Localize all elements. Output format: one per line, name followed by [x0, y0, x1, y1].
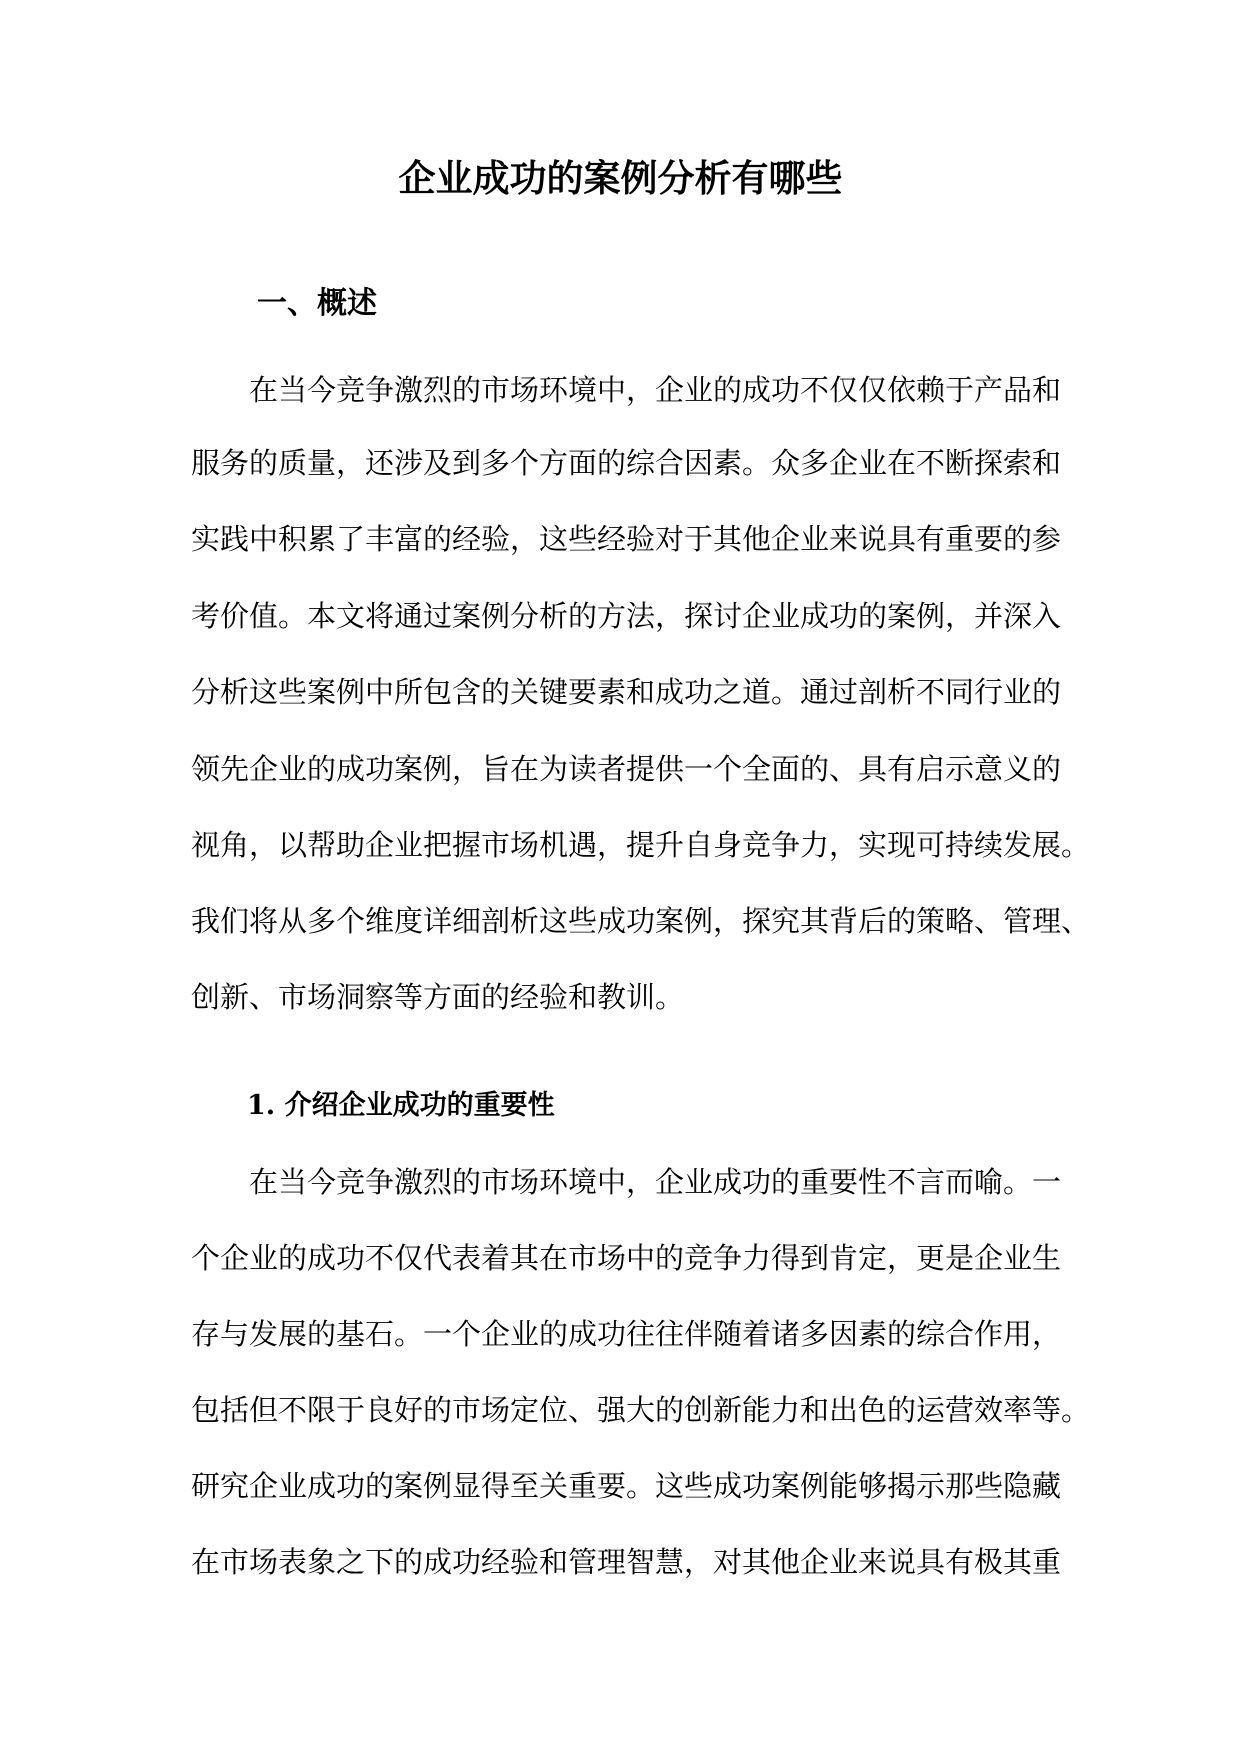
- paragraph-line: 考价值。本文将通过案例分析的方法，探讨企业成功的案例，并深入: [191, 599, 1062, 633]
- paragraph-line: 在当今竞争激烈的市场环境中，企业的成功不仅仅依赖于产品和: [249, 373, 1062, 407]
- paragraph-line: 我们将从多个维度详细剖析这些成功案例，探究其背后的策略、管理、: [191, 904, 1091, 938]
- paragraph-line: 在市场表象之下的成功经验和管理智慧，对其他企业来说具有极其重: [191, 1545, 1062, 1579]
- paragraph-line: 视角，以帮助企业把握市场机遇，提升自身竞争力，实现可持续发展。: [191, 828, 1091, 862]
- paragraph-line: 包括但不限于良好的市场定位、强大的创新能力和出色的运营效率等。: [191, 1393, 1091, 1427]
- document-title: 企业成功的案例分析有哪些: [398, 156, 843, 200]
- subsection-heading-importance: 1. 介绍企业成功的重要性: [247, 1090, 555, 1121]
- paragraph-line: 实践中积累了丰富的经验，这些经验对于其他企业来说具有重要的参: [191, 522, 1062, 556]
- paragraph-line: 个企业的成功不仅代表着其在市场中的竞争力得到肯定，更是企业生: [191, 1241, 1062, 1275]
- paragraph-line: 在当今竞争激烈的市场环境中，企业成功的重要性不言而喻。一: [249, 1165, 1062, 1199]
- paragraph-line: 领先企业的成功案例，旨在为读者提供一个全面的、具有启示意义的: [191, 752, 1062, 786]
- paragraph-line: 分析这些案例中所包含的关键要素和成功之道。通过剖析不同行业的: [191, 675, 1062, 709]
- paragraph-line: 创新、市场洞察等方面的经验和教训。: [191, 980, 685, 1014]
- paragraph-line: 存与发展的基石。一个企业的成功往往伴随着诸多因素的综合作用，: [191, 1317, 1062, 1351]
- section-heading-overview: 一、概述: [257, 286, 377, 321]
- paragraph-line: 研究企业成功的案例显得至关重要。这些成功案例能够揭示那些隐藏: [191, 1469, 1062, 1503]
- paragraph-line: 服务的质量，还涉及到多个方面的综合因素。众多企业在不断探索和: [191, 446, 1062, 480]
